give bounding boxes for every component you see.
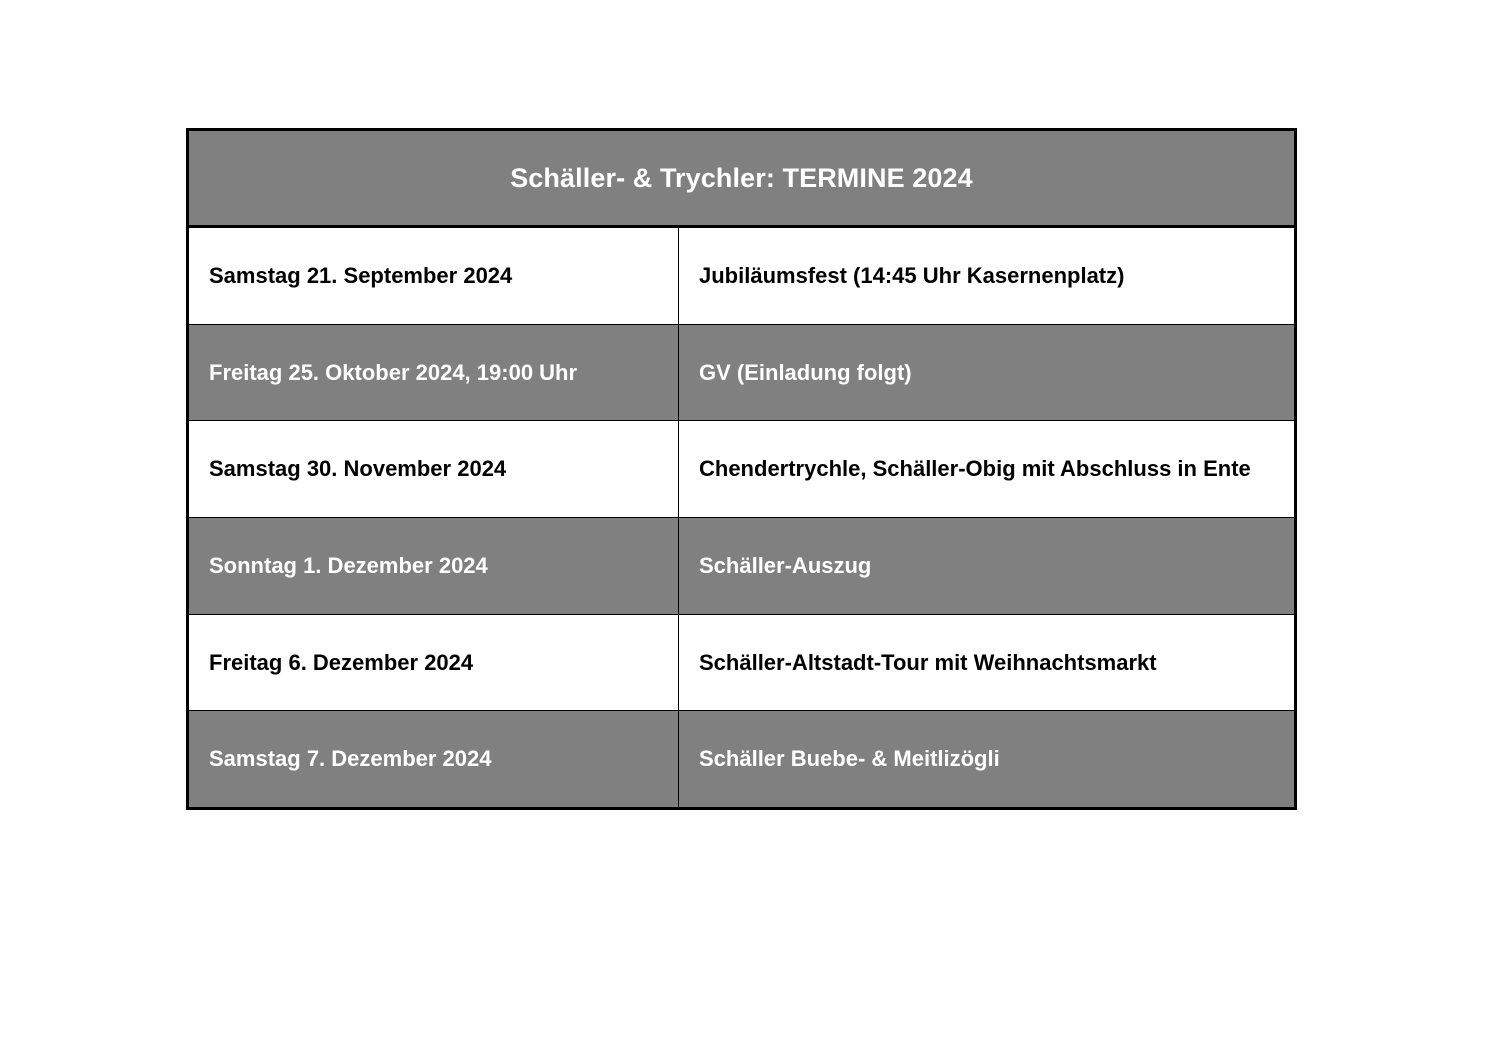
events-table [186, 128, 1297, 810]
event-description: GV (Einladung folgt) [699, 359, 912, 385]
table-row [189, 614, 1294, 711]
table-header [189, 131, 1294, 228]
event-date: Sonntag 1. Dezember 2024 [189, 518, 679, 614]
event-description: Chendertrychle, Schäller-Obig mit Abschluss in Ente [699, 456, 1251, 482]
event-date: Freitag 25. Oktober 2024, 19:00 Uhr [189, 325, 679, 421]
event-description: Schäller-Auszug [699, 552, 872, 578]
table-body [189, 228, 1294, 807]
table-row [189, 517, 1294, 614]
event-description: Jubiläumsfest (14:45 Uhr Kasernenplatz) [699, 262, 1125, 288]
event-date: Freitag 6. Dezember 2024 [189, 615, 679, 711]
table-row [189, 324, 1294, 421]
event-date: Samstag 7. Dezember 2024 [189, 711, 679, 807]
table-title: Schäller- & Trychler: TERMINE 2024 [510, 162, 973, 193]
table-row [189, 710, 1294, 807]
table-row [189, 420, 1294, 517]
event-description: Schäller-Altstadt-Tour mit Weihnachtsmarkt [699, 649, 1157, 675]
event-date: Samstag 30. November 2024 [189, 421, 679, 517]
event-date: Samstag 21. September 2024 [189, 228, 679, 324]
event-description: Schäller Buebe- & Meitlizögli [699, 746, 1000, 772]
table-row [189, 228, 1294, 324]
